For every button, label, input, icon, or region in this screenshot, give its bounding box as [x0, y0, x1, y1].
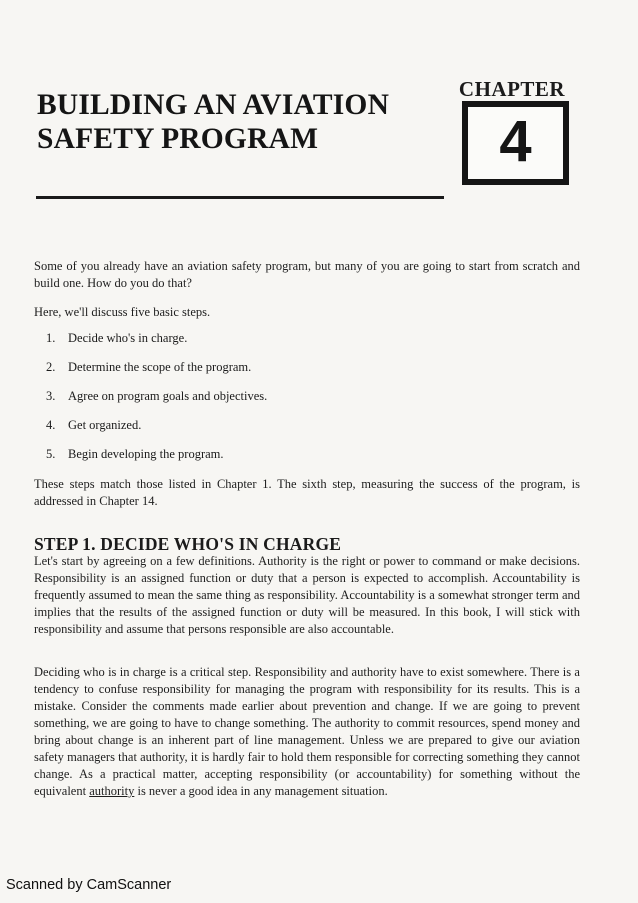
title-rule — [36, 196, 444, 199]
steps-note-paragraph: These steps match those listed in Chapter 1. The sixth step, measuring the success of the program, is addressed in Chapter 14. — [34, 477, 580, 508]
section-heading: STEP 1. DECIDE WHO'S IN CHARGE — [34, 534, 342, 554]
chapter-number-box — [462, 101, 569, 185]
scanner-watermark: Scanned by CamScanner — [6, 877, 172, 893]
chapter-title-line-1: BUILDING AN AVIATION — [37, 89, 390, 121]
list-item — [46, 359, 446, 388]
steps-list — [46, 330, 446, 475]
chapter-number: 4 — [499, 109, 532, 174]
intro-paragraph: Some of you already have an aviation safety program, but many of you are going to start from scratch and build one. How do you do that? — [34, 259, 580, 290]
chapter-title — [37, 88, 437, 156]
step-number: 4. — [46, 418, 56, 432]
intro-steps-lead: Here, we'll discuss five basic steps. — [34, 305, 211, 319]
step-number: 3. — [46, 389, 56, 403]
list-item — [46, 388, 446, 417]
list-item — [46, 446, 446, 475]
step-number: 2. — [46, 360, 56, 374]
list-item — [46, 330, 446, 359]
chapter-label: CHAPTER — [458, 77, 566, 101]
step-text: Begin developing the program. — [68, 447, 224, 461]
who-is-in-charge-paragraph — [34, 664, 580, 800]
step-text: Determine the scope of the program. — [68, 360, 252, 374]
definitions-paragraph: Let's start by agreeing on a few definitions. Authority is the right or power to command or make decisions. Responsibility is an assigned function or duty that a person is expected to accomplish. Accountability is frequently assumed to mean the same thing as responsibility. Accountability is a somewhat stronger term and implies that the results of the assigned function or duty will be measured. In this book, I will stick with responsibility and assume that persons responsible are also accountable. — [34, 554, 580, 636]
paragraph-text: is never a good idea in any management situation. — [134, 784, 388, 798]
underlined-word: authority — [89, 784, 135, 798]
step-text: Agree on program goals and objectives. — [68, 389, 268, 403]
list-item — [46, 417, 446, 446]
step-number: 1. — [46, 331, 56, 345]
paragraph-text: Deciding who is in charge is a critical step. Responsibility and authority have to exist somewhere. There is a tendency to confuse responsibility for managing the program with responsibility for its results. This is a mistake. Consider the comments made earlier about prevention and change. If we are going to prevent something, we are going to have to change something. The authority to commit resources, spend money and bring about change is an inherent part of line management. Unless we are prepared to give our aviation safety managers that authority, it is hardly fair to hold them responsible for correcting something they cannot change. As a practical matter, accepting responsibility (or accountability) for something without the equivalent — [34, 665, 580, 798]
step-number: 5. — [46, 447, 56, 461]
chapter-title-line-2: SAFETY PROGRAM — [37, 123, 319, 155]
step-text: Get organized. — [68, 418, 142, 432]
step-text: Decide who's in charge. — [68, 331, 188, 345]
